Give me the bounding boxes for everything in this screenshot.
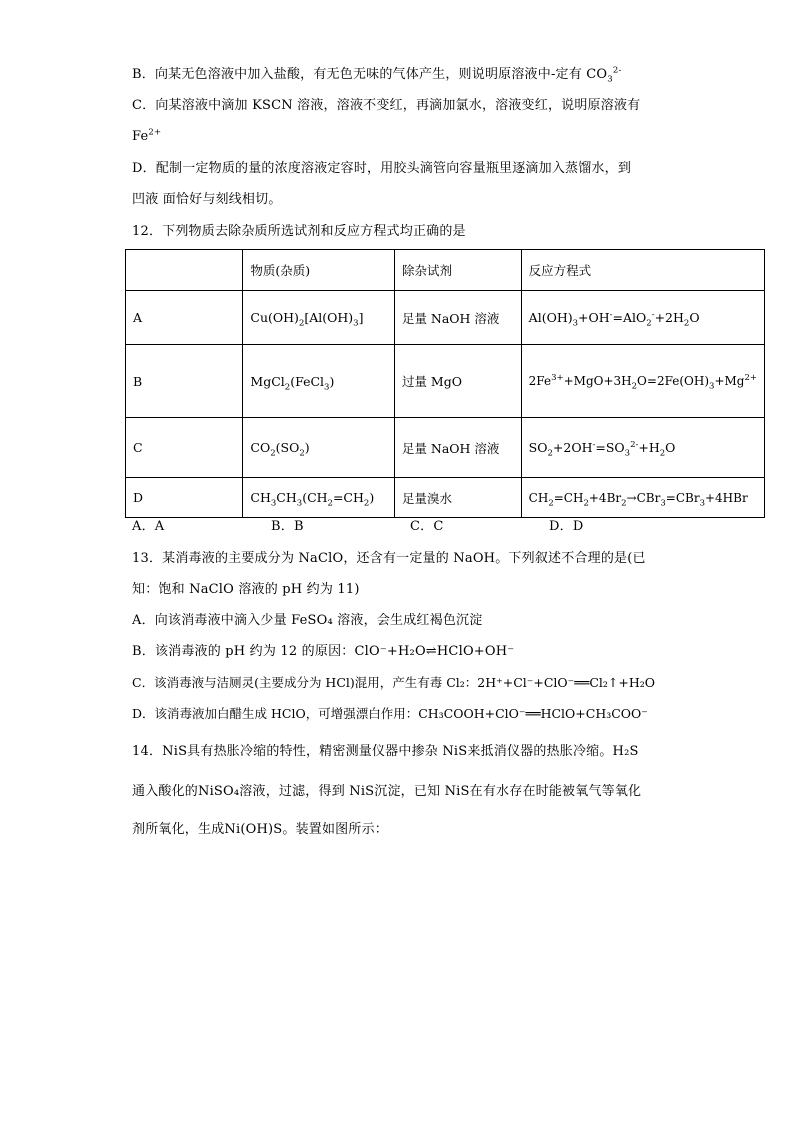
q13-option-b: B．该消毒液的 pH 约为 12 的原因：ClO⁻+H₂O⇌HClO+OH⁻ <box>132 644 515 659</box>
option-c: C．C <box>410 519 444 534</box>
row-label: D <box>126 478 243 518</box>
equation-cell: $SO_2+2OH^-=SO_3^{2-}+H_2O$ <box>521 418 764 478</box>
equation-cell: $Al(OH)_3+OH^-=AlO_2^-+2H_2O$ <box>521 291 764 345</box>
q11-option-d-line1: D．配制一定物质的量的浓度溶液定容时，用胶头滴管向容量瓶里逐滴加入蒸馏水，到 <box>132 161 632 176</box>
substance-cell: $CH_3CH_3(CH_2=CH_2)$ <box>243 478 395 518</box>
q11-option-c-line1: C．向某溶液中滴加 KSCN 溶液，溶液不变红，再滴加氯水，溶液变红，说明原溶液有 <box>132 98 641 113</box>
q12-table <box>125 249 765 518</box>
substance-cell: $Cu(OH)_2[Al(OH)_3]$ <box>243 291 395 345</box>
table-header-cell <box>126 250 243 291</box>
q14-line1: 14．NiS具有热胀冷缩的特性，精密测量仪器中掺杂 NiS来抵消仪器的热胀冷缩。H₂S <box>132 744 639 759</box>
q14-line3: 剂所氧化，生成Ni(OH)S。装置如图所示： <box>132 822 388 837</box>
q11-option-c-line2: $Fe^{2+}$ <box>132 127 162 144</box>
q12-stem: 12．下列物质去除杂质所选试剂和反应方程式均正确的是 <box>132 224 466 239</box>
table-row <box>126 478 765 518</box>
table-header-row <box>126 250 765 291</box>
q13-option-a: A．向该消毒液中滴入少量 FeSO₄ 溶液，会生成红褐色沉淀 <box>132 613 483 628</box>
q13-option-c: C．该消毒液与洁厕灵(主要成分为 HCl)混用，产生有毒 Cl₂：2H⁺+Cl⁻+ClO⁻══Cl₂↑+H₂O <box>132 675 655 690</box>
equation-cell: $CH_2=CH_2+4Br_2\to CBr_3=CBr_3+4HBr$ <box>521 478 764 518</box>
row-label: B <box>126 345 243 418</box>
table-row <box>126 291 765 345</box>
q14-line2: 通入酸化的NiSO₄溶液，过滤，得到 NiS沉淀，已知 NiS在有水存在时能被氧气等氧化 <box>132 784 642 799</box>
equation-cell: $2Fe^{3+}+MgO+3H_2O=2Fe(OH)_3+Mg^{2+}$ <box>521 345 764 418</box>
q13-stem-line1: 13．某消毒液的主要成分为 NaClO，还含有一定量的 NaOH。下列叙述不合理的是(已 <box>132 551 646 566</box>
table-header-cell: 反应方程式 <box>521 250 764 291</box>
table-header-cell: 除杂试剂 <box>394 250 521 291</box>
substance-cell: MgCl$_2$(FeCl$_3$) <box>243 345 395 418</box>
table-row <box>126 418 765 478</box>
reagent-cell: 过量 MgO <box>394 345 521 418</box>
reagent-cell: 足量溴水 <box>394 478 521 518</box>
option-b: B．B <box>271 519 304 534</box>
option-d: D．D <box>549 519 584 534</box>
q13-stem-line2: 知：饱和 NaClO 溶液的 pH 约为 11) <box>132 582 360 597</box>
row-label: A <box>126 291 243 345</box>
table-header-cell: 物质(杂质) <box>243 250 395 291</box>
q11-option-b: B．向某无色溶液中加入盐酸，有无色无味的气体产生，则说明原溶液中-定有 $CO_3^{2-}$ <box>132 65 622 85</box>
substance-cell: $CO_2(SO_2)$ <box>243 418 395 478</box>
q13-option-d: D．该消毒液加白醋生成 HClO，可增强漂白作用：CH₃COOH+ClO⁻══HClO+CH₃COO⁻ <box>132 706 648 721</box>
option-a: A．A <box>132 519 165 534</box>
reagent-cell: 足量 NaOH 溶液 <box>394 291 521 345</box>
q12-options <box>132 517 688 537</box>
row-label: C <box>126 418 243 478</box>
reagent-cell: 足量 NaOH 溶液 <box>394 418 521 478</box>
table-row <box>126 345 765 418</box>
q11-option-d-line2: 凹液 面恰好与刻线相切。 <box>132 192 282 207</box>
